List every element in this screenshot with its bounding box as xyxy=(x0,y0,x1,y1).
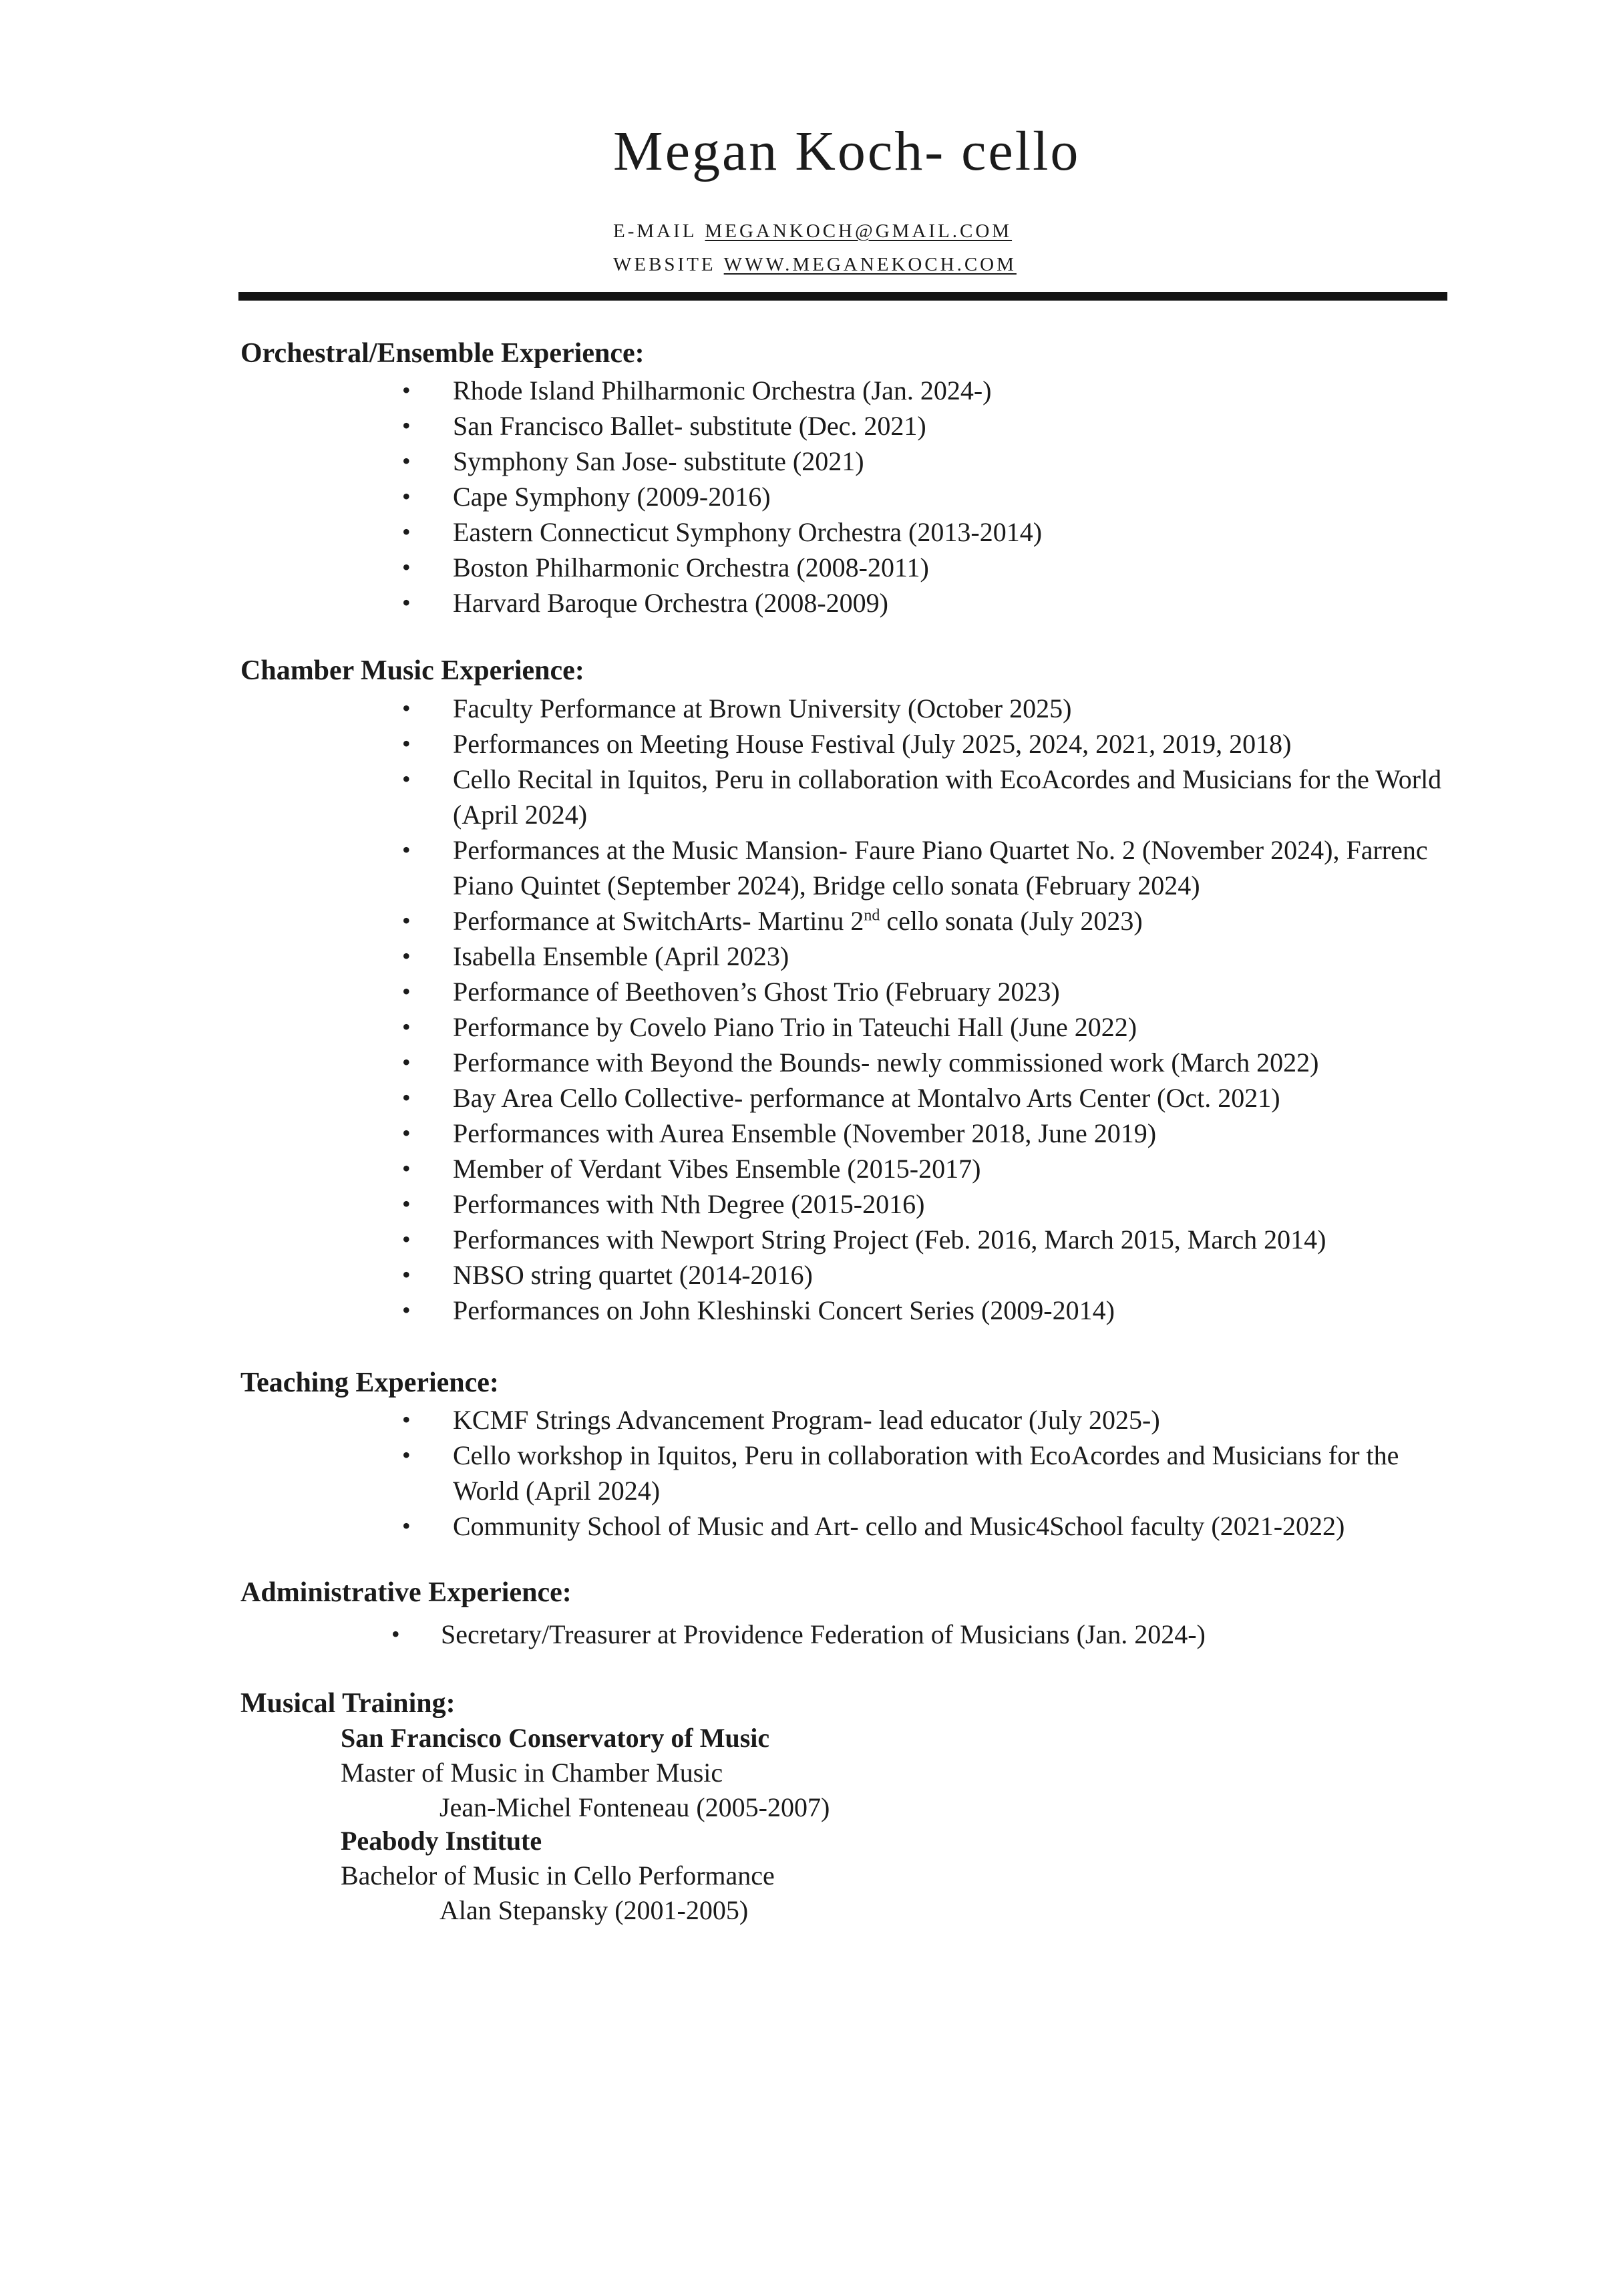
list-item: • Boston Philharmonic Orchestra (2008-2011) xyxy=(0,550,1455,585)
list-item: • Cello workshop in Iquitos, Peru in collaboration with EcoAcordes and Musicians for the World (April 2024) xyxy=(0,1438,1455,1508)
list-item: • Symphony San Jose- substitute (2021) xyxy=(0,444,1455,479)
list-item: • Performance at SwitchArts- Martinu 2nd cello sonata (July 2023) xyxy=(0,903,1455,939)
email-line xyxy=(613,220,1012,242)
bullet-icon: • xyxy=(402,1442,411,1468)
list-item: • Performances with Nth Degree (2015-2016) xyxy=(0,1186,1455,1222)
bullet-icon: • xyxy=(402,589,411,616)
list-item: • Performance of Beethoven’s Ghost Trio (February 2023) xyxy=(0,974,1455,1009)
list-item: • Performances with Aurea Ensemble (November 2018, June 2019) xyxy=(0,1116,1455,1151)
bullet-icon: • xyxy=(402,554,411,581)
bullet-icon: • xyxy=(402,943,411,969)
bullet-icon: • xyxy=(402,1084,411,1111)
bullet-icon: • xyxy=(402,766,411,792)
bullet-icon: • xyxy=(402,1261,411,1288)
teaching-section-title: Teaching Experience: xyxy=(240,1367,499,1398)
bullet-icon: • xyxy=(402,730,411,757)
bullet-icon: • xyxy=(402,907,411,934)
degree: Master of Music in Chamber Music xyxy=(341,1758,723,1788)
bullet-icon: • xyxy=(402,1406,411,1433)
teacher: Alan Stepansky (2001-2005) xyxy=(439,1895,749,1925)
bullet-icon: • xyxy=(402,412,411,439)
bullet-icon: • xyxy=(402,377,411,403)
website-label: WEBSITE xyxy=(613,254,716,275)
list-item: • NBSO string quartet (2014-2016) xyxy=(0,1257,1455,1293)
list-item: • Cello Recital in Iquitos, Peru in collaboration with EcoAcordes and Musicians for the World (April 2024) xyxy=(0,762,1455,832)
bullet-icon: • xyxy=(402,1190,411,1217)
list-item: • Cape Symphony (2009-2016) xyxy=(0,479,1455,514)
administrative-section-title: Administrative Experience: xyxy=(240,1577,572,1608)
list-item: • Performance by Covelo Piano Trio in Tateuchi Hall (June 2022) xyxy=(0,1009,1455,1045)
orchestral-list xyxy=(0,373,1609,621)
list-item: • Bay Area Cello Collective- performance at Montalvo Arts Center (Oct. 2021) xyxy=(0,1080,1455,1116)
school-name: San Francisco Conservatory of Music xyxy=(341,1723,770,1753)
bullet-icon: • xyxy=(402,1512,411,1539)
orchestral-section-title: Orchestral/Ensemble Experience: xyxy=(240,338,645,369)
list-item: • Harvard Baroque Orchestra (2008-2009) xyxy=(0,585,1455,621)
website-link[interactable]: WWW.MEGANEKOCH.COM xyxy=(723,254,1017,275)
list-item: • Community School of Music and Art- cello and Music4School faculty (2021-2022) xyxy=(0,1508,1455,1544)
bullet-icon: • xyxy=(402,1120,411,1146)
school-name: Peabody Institute xyxy=(341,1826,542,1856)
list-item: • Performances with Newport String Project (Feb. 2016, March 2015, March 2014) xyxy=(0,1222,1455,1257)
chamber-section-title: Chamber Music Experience: xyxy=(240,655,584,686)
bullet-icon: • xyxy=(402,1226,411,1253)
list-item: • San Francisco Ballet- substitute (Dec. 2021) xyxy=(0,408,1455,444)
bullet-icon: • xyxy=(402,836,411,863)
bullet-icon: • xyxy=(402,1155,411,1182)
header-divider xyxy=(238,292,1447,301)
list-item: • Member of Verdant Vibes Ensemble (2015-2017) xyxy=(0,1151,1455,1186)
email-link[interactable]: MEGANKOCH@GMAIL.COM xyxy=(705,220,1013,242)
email-label: E-MAIL xyxy=(613,220,697,242)
bullet-icon: • xyxy=(402,695,411,721)
list-item: • Secretary/Treasurer at Providence Federation of Musicians (Jan. 2024-) xyxy=(0,1617,1443,1652)
bullet-icon: • xyxy=(402,1297,411,1323)
list-item: • Performance with Beyond the Bounds- newly commissioned work (March 2022) xyxy=(0,1045,1455,1080)
bullet-icon: • xyxy=(402,518,411,545)
list-item: • Performances on Meeting House Festival (July 2025, 2024, 2021, 2019, 2018) xyxy=(0,726,1455,762)
list-item: • Rhode Island Philharmonic Orchestra (Jan. 2024-) xyxy=(0,373,1455,408)
bullet-icon: • xyxy=(402,483,411,510)
bullet-icon: • xyxy=(402,1013,411,1040)
degree: Bachelor of Music in Cello Performance xyxy=(341,1860,775,1891)
list-item: • Faculty Performance at Brown University (October 2025) xyxy=(0,691,1455,726)
chamber-list xyxy=(0,691,1609,1328)
teacher: Jean-Michel Fonteneau (2005-2007) xyxy=(439,1792,830,1822)
administrative-list xyxy=(0,1617,1609,1652)
list-item: • Performances on John Kleshinski Concert Series (2009-2014) xyxy=(0,1293,1455,1328)
teaching-list xyxy=(0,1402,1609,1544)
bullet-icon: • xyxy=(402,1049,411,1076)
bullet-icon: • xyxy=(391,1621,400,1647)
list-item: • Isabella Ensemble (April 2023) xyxy=(0,939,1455,974)
training-section-title: Musical Training: xyxy=(240,1688,456,1719)
list-item: • Performances at the Music Mansion- Faure Piano Quartet No. 2 (November 2024), Farrenc Piano Quintet (September 2024), Bridge cello sonata (February 2024) xyxy=(0,832,1455,903)
bullet-icon: • xyxy=(402,978,411,1005)
bullet-icon: • xyxy=(402,448,411,474)
resume-name: Megan Koch- cello xyxy=(613,120,1081,182)
list-item: • KCMF Strings Advancement Program- lead educator (July 2025-) xyxy=(0,1402,1455,1438)
list-item: • Eastern Connecticut Symphony Orchestra (2013-2014) xyxy=(0,514,1455,550)
website-line xyxy=(613,254,1017,276)
